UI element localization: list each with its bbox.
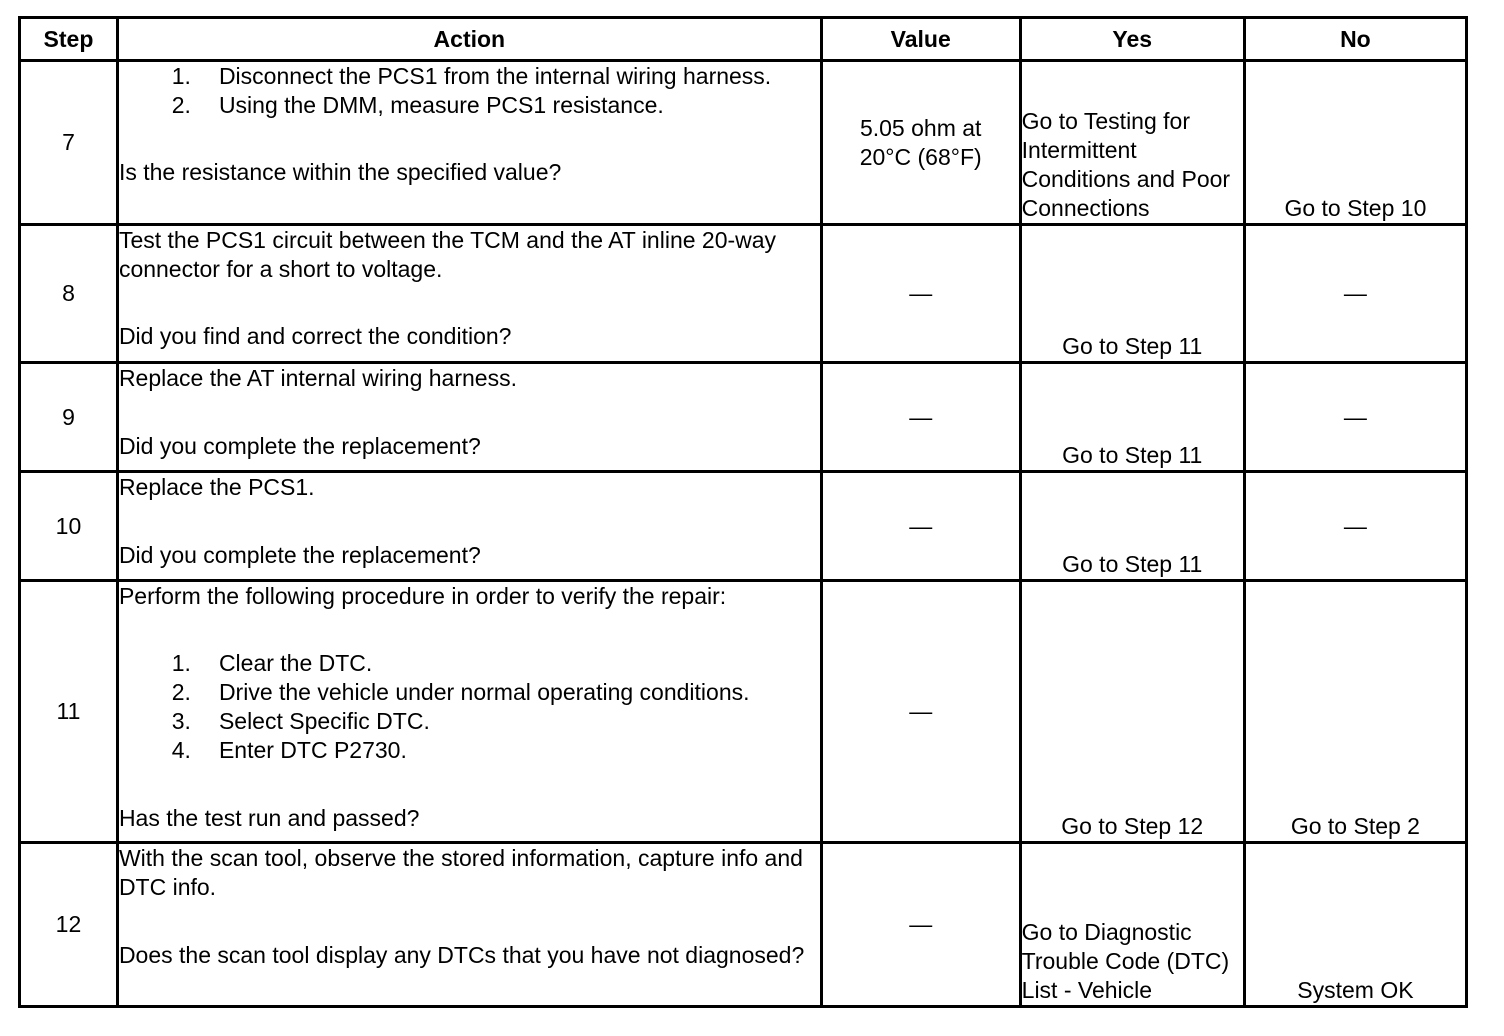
action-cell	[117, 225, 821, 363]
table-row	[20, 472, 1467, 581]
action-cell	[117, 363, 821, 472]
action-cell	[117, 61, 821, 225]
procedure-list	[119, 649, 820, 765]
table-row	[20, 581, 1467, 843]
diagnostic-table	[18, 16, 1468, 1008]
question-text: Did you find and correct the condition?	[118, 323, 512, 349]
procedure-list	[119, 62, 820, 120]
no-action: —	[1244, 472, 1466, 581]
header-action: Action	[117, 18, 821, 61]
list-item: 2. Drive the vehicle under normal operating conditions.	[171, 679, 750, 705]
header-step: Step	[20, 18, 118, 61]
table-row	[20, 61, 1467, 225]
question-text: Did you complete the replacement?	[118, 542, 481, 568]
step-number: 7	[20, 61, 118, 225]
header-row	[20, 18, 1467, 61]
no-action: Go to Step 2	[1244, 581, 1466, 843]
no-action: System OK	[1244, 843, 1466, 1007]
list-item: 4. Enter DTC P2730.	[171, 737, 407, 763]
header-yes: Yes	[1020, 18, 1244, 61]
yes-action: Go to Step 12	[1020, 581, 1244, 843]
action-text: Replace the PCS1.	[118, 474, 315, 500]
table-row	[20, 225, 1467, 363]
action-text: Test the PCS1 circuit between the TCM and the AT inline 20-way connector for a short to voltage.	[118, 227, 777, 282]
step-number: 8	[20, 225, 118, 363]
question-text: Did you complete the replacement?	[118, 433, 481, 459]
no-action: —	[1244, 225, 1466, 363]
table-row	[20, 843, 1467, 1007]
value-cell: —	[821, 472, 1020, 581]
action-cell	[117, 472, 821, 581]
question-text: Has the test run and passed?	[118, 805, 420, 831]
step-number: 9	[20, 363, 118, 472]
no-action: Go to Step 10	[1244, 61, 1466, 225]
action-text: Perform the following procedure in order to verify the repair:	[118, 583, 727, 609]
step-number: 12	[20, 843, 118, 1007]
value-cell: —	[821, 363, 1020, 472]
value-cell: —	[821, 225, 1020, 363]
step-number: 10	[20, 472, 118, 581]
yes-action: Go to Diagnostic Trouble Code (DTC) List - Vehicle	[1020, 843, 1244, 1007]
step-number: 11	[20, 581, 118, 843]
value-cell: 5.05 ohm at 20°C (68°F)	[821, 61, 1020, 225]
list-item: 1. Clear the DTC.	[171, 650, 373, 676]
table-row	[20, 363, 1467, 472]
question-text: Does the scan tool display any DTCs that you have not diagnosed?	[118, 942, 805, 968]
action-text: With the scan tool, observe the stored information, capture info and DTC info.	[118, 845, 803, 900]
yes-action: Go to Step 11	[1020, 472, 1244, 581]
question-text: Is the resistance within the specified value?	[118, 159, 562, 185]
list-item: 1. Disconnect the PCS1 from the internal wiring harness.	[171, 63, 772, 89]
list-item: 3. Select Specific DTC.	[171, 708, 430, 734]
action-text: Replace the AT internal wiring harness.	[118, 365, 517, 391]
value-cell: —	[821, 581, 1020, 843]
header-value: Value	[821, 18, 1020, 61]
no-action: —	[1244, 363, 1466, 472]
yes-action: Go to Step 11	[1020, 363, 1244, 472]
list-item: 2. Using the DMM, measure PCS1 resistance.	[171, 92, 664, 118]
action-cell	[117, 843, 821, 1007]
header-no: No	[1244, 18, 1466, 61]
yes-action: Go to Step 11	[1020, 225, 1244, 363]
value-cell: —	[821, 843, 1020, 1007]
yes-action: Go to Testing for Intermittent Conditions and Poor Connections	[1020, 61, 1244, 225]
action-cell	[117, 581, 821, 843]
